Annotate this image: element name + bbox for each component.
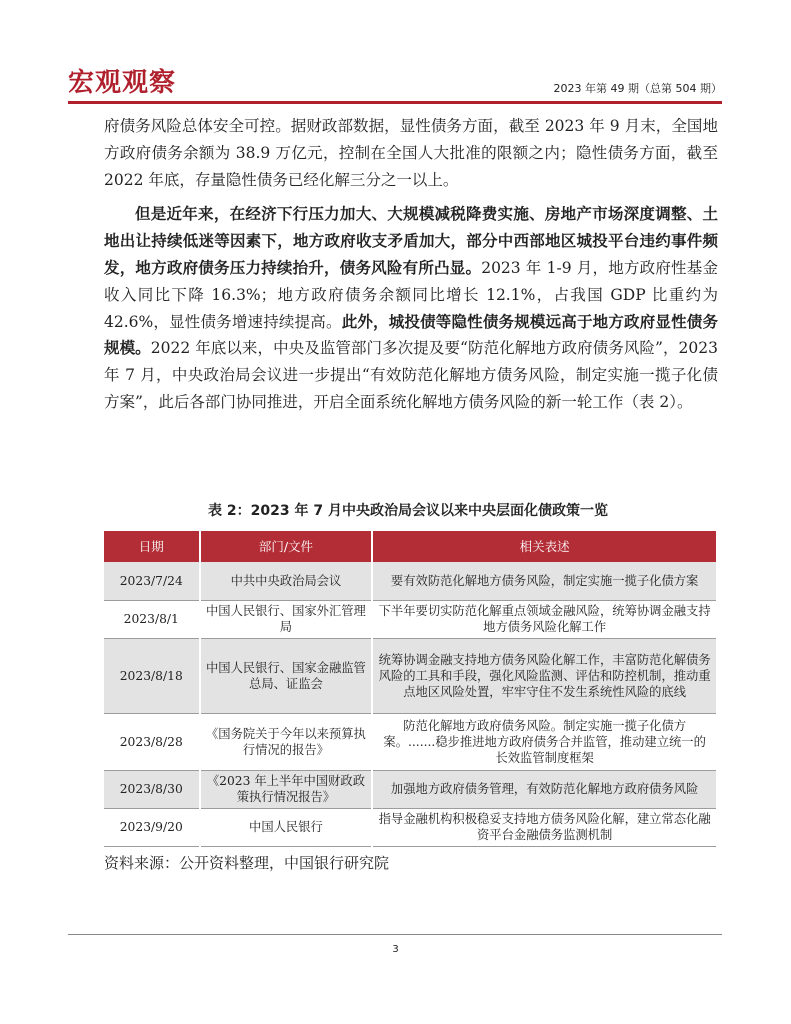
row-date: 2023/7/24 [103, 562, 200, 600]
page-number: 3 [392, 944, 399, 955]
row-department: 中共中央政治局会议 [200, 562, 373, 600]
row-statement: 指导金融机构积极稳妥支持地方债务风险化解，建立常态化融资平台金融债务监测机制 [372, 808, 717, 846]
row-date: 2023/9/20 [103, 808, 200, 846]
table-row [103, 770, 717, 808]
table-caption: 表 2：2023 年 7 月中央政治局会议以来中央层面化债政策一览 [208, 503, 608, 519]
row-statement: 加强地方政府债务管理，有效防范化解地方政府债务风险 [372, 770, 717, 808]
row-statement: 要有效防范化解地方债务风险，制定实施一揽子化债方案 [372, 562, 717, 600]
row-department: 中国人民银行、国家外汇管理局 [200, 600, 373, 638]
row-department: 《国务院关于今年以来预算执行情况的报告》 [200, 713, 373, 770]
paragraph-2-text-1: 2023 年 1-9 月，地方政府性基金收入同比下降 16.3%；地方政府债务余额同比增长 12.1%，占我国 GDP 比重约为 42.6%，显性债务增速持续提高。 [104, 258, 718, 331]
header-statement: 相关表述 [372, 531, 717, 562]
source-note: 资料来源：公开资料整理，中国银行研究院 [104, 854, 390, 872]
row-date: 2023/8/28 [103, 713, 200, 770]
row-date: 2023/8/30 [103, 770, 200, 808]
publication-title: 宏观观察 [68, 68, 177, 98]
row-statement: 防范化解地方政府债务风险。制定实施一揽子化债方案。.......稳步推进地方政府债务合并监管，推动建立统一的长效监管制度框架 [372, 713, 717, 770]
header-date: 日期 [103, 531, 200, 562]
table-row [103, 562, 717, 600]
header-department: 部门/文件 [200, 531, 373, 562]
paragraph-1: 府债务风险总体安全可控。据财政部数据，显性债务方面，截至 2023 年 9 月末，全国地方政府债务余额为 38.9 万亿元，控制在全国人大批准的限额之内；隐性债务方面，截至 2022 年底，存量隐性债务已经化解三分之一以上。 [104, 117, 718, 189]
row-department: 中国人民银行 [200, 808, 373, 846]
policy-table [102, 531, 718, 847]
table-row [103, 713, 717, 770]
footer-divider [68, 934, 722, 935]
row-department: 《2023 年上半年中国财政政策执行情况报告》 [200, 770, 373, 808]
row-date: 2023/8/1 [103, 600, 200, 638]
row-statement: 统筹协调金融支持地方债务风险化解工作，丰富防范化解债务风险的工具和手段，强化风险监测、评估和防控机制，推动重点地区风险处置，牢牢守住不发生系统性风险的底线 [372, 638, 717, 713]
header-divider [68, 101, 722, 104]
issue-number: 2023 年第 49 期（总第 504 期） [553, 82, 722, 95]
row-department: 中国人民银行、国家金融监管总局、证监会 [200, 638, 373, 713]
row-date: 2023/8/18 [103, 638, 200, 713]
table-header-row [103, 531, 717, 562]
paragraph-2 [104, 201, 718, 415]
page-header [68, 60, 722, 100]
table-row [103, 600, 717, 638]
table-row [103, 808, 717, 846]
paragraph-2-text-2: 2022 年底以来，中央及监管部门多次提及要“防范化解地方政府债务风险”，2023 年 7 月，中央政治局会议进一步提出“有效防范化解地方债务风险，制定实施一揽子化债方案”，此后各部门协同推进，开启全面系统化解地方债务风险的新一轮工作（表 2）。 [104, 339, 718, 411]
row-statement: 下半年要切实防范化解重点领域金融风险，统筹协调金融支持地方债务风险化解工作 [372, 600, 717, 638]
bold-statement-1: 但是近年来，在经济下行压力加大、大规模减税降费实施、房地产市场深度调整、土地出让持续低迷等因素下，地方政府收支矛盾加大，部分中西部地区城投平台违约事件频发，地方政府债务压力持续抬升，债务风险有所凸显。 [104, 205, 718, 277]
bold-statement-2: 此外，城投债等隐性债务规模远高于地方政府显性债务规模。 [104, 312, 718, 358]
table-row [103, 638, 717, 713]
body-text [104, 113, 718, 416]
